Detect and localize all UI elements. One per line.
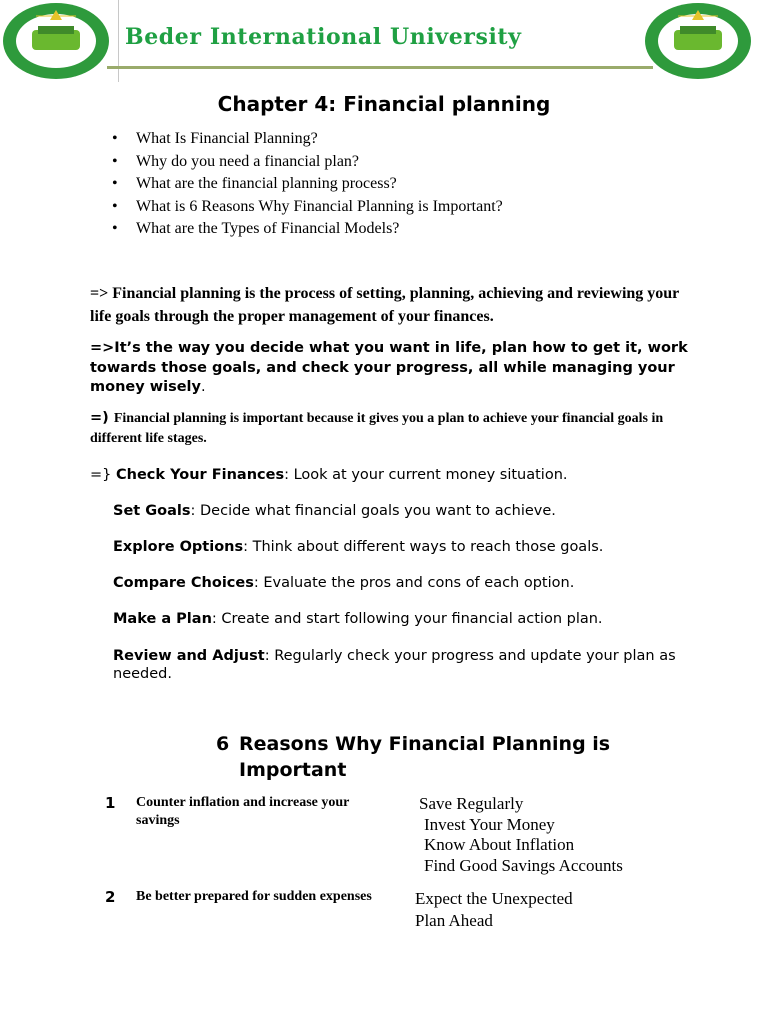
chapter-title: Chapter 4: Financial planning [217,92,551,116]
reason-tip: Plan Ahead [415,911,493,930]
process-step [113,647,693,683]
step-desc: : Think about different ways to reach those goals. [243,539,604,555]
process-prefix: =} [90,467,116,483]
definition-paragraph: => Financial planning is the process of setting, planning, achieving and reviewing your life goals through the proper management of your finances. [90,285,679,325]
importance-lead: =) [90,410,114,426]
process-step [113,610,693,628]
step-desc: : Create and start following your financial action plan. [211,611,603,627]
reason-description: Be better prepared for sudden expenses [136,889,372,904]
reason-description: Counter inflation and increase your savings [136,795,350,828]
reason-tip: Find Good Savings Accounts [424,856,623,876]
reason-tip: Save Regularly [419,794,524,813]
reason-number: 2 [105,888,116,906]
step-title: Compare Choices [113,575,254,591]
university-logo-left [2,2,110,80]
university-logo-right [644,2,752,80]
question-list [112,128,503,241]
reason-tips [419,794,623,877]
step-desc: : Decide what financial goals you want to achieve. [190,503,556,519]
question-item: • What are the Types of Financial Models? [112,218,503,241]
process-step [113,574,693,592]
reason-tips [415,888,573,932]
step-title: Explore Options [113,539,244,555]
definition-paragraph-2 [90,339,690,398]
banner-divider [118,0,119,82]
step-title: Review and Adjust [113,648,265,664]
university-name: Beder International University [125,24,522,50]
question-item: • Why do you need a financial plan? [112,151,503,174]
question-item: • What are the financial planning process? [112,173,503,196]
process-step [113,502,693,520]
step-title: Set Goals [113,503,191,519]
process-step [90,466,670,484]
reason-number: 1 [105,794,116,812]
step-title: Check Your Finances [115,467,285,483]
reason-tip: Know About Inflation [424,835,575,855]
reasons-heading-text: Reasons Why Financial Planning is Important [239,733,611,781]
definition-2-end: . [200,379,206,395]
step-desc: : Evaluate the pros and cons of each option. [253,575,575,591]
importance-text: Financial planning is important because it gives you a plan to achieve your financial goals in different life stages. [90,411,664,446]
process-step [113,538,693,556]
banner-rule [107,66,653,69]
reason-tip: Invest Your Money [424,814,555,834]
step-desc: : Look at your current money situation. [284,467,568,483]
question-item: • What Is Financial Planning? [112,128,503,151]
definition-2-text: =>It’s the way you decide what you want in life, plan how to get it, work towards those goals, and check your progress, all while managing your money wisely [90,340,688,395]
importance-paragraph [90,409,690,448]
step-title: Make a Plan [113,611,212,627]
question-item: • What is 6 Reasons Why Financial Planning is Important? [112,196,503,219]
reasons-heading-number: 6 [216,733,230,755]
reason-tip: Expect the Unexpected [415,889,573,908]
step-desc: : Regularly check your progress and update your plan as needed. [113,648,676,682]
